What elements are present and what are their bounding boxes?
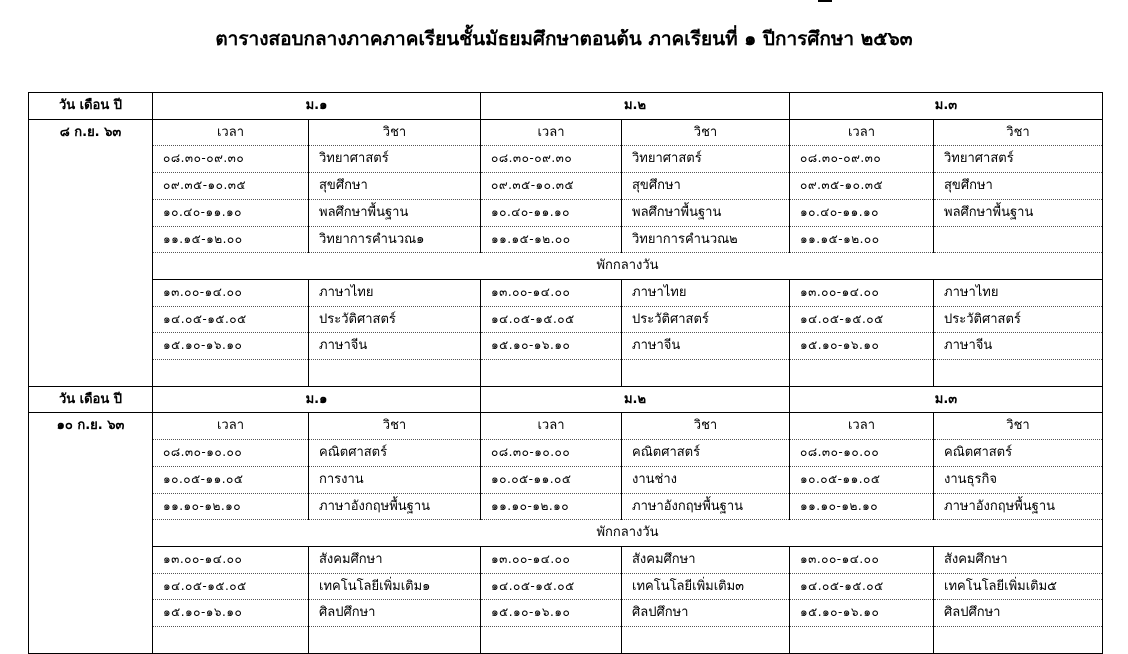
exam-time: ๑๕.๑๐-๑๖.๑๐	[790, 600, 934, 627]
exam-slot-row	[29, 466, 1103, 493]
exam-subject: ศิลปศึกษา	[309, 600, 481, 627]
exam-subject: ประวัติศาสตร์	[934, 306, 1103, 333]
exam-subject: วิทยาศาสตร์	[309, 146, 481, 173]
lunch-break-label: พักกลางวัน	[153, 253, 1103, 280]
exam-subject: สุขศึกษา	[309, 173, 481, 200]
time-column-header: เวลา	[153, 413, 309, 440]
subject-column-header: วิชา	[622, 413, 790, 440]
exam-subject: คณิตศาสตร์	[934, 440, 1103, 467]
exam-slot-row	[29, 573, 1103, 600]
exam-subject	[934, 226, 1103, 253]
exam-subject: เทคโนโลยีเพิ่มเติม๑	[309, 573, 481, 600]
exam-slot-row	[29, 226, 1103, 253]
exam-time: ๐๘.๓๐-๐๙.๓๐	[481, 146, 622, 173]
exam-time: ๑๔.๐๕-๑๕.๐๕	[790, 573, 934, 600]
exam-time: ๑๔.๐๕-๑๕.๐๕	[153, 306, 309, 333]
time-column-header: เวลา	[790, 119, 934, 146]
exam-subject: สังคมศึกษา	[934, 546, 1103, 573]
subject-column-header: วิชา	[934, 119, 1103, 146]
exam-slot-row	[29, 440, 1103, 467]
page-title: ตารางสอบกลางภาคภาคเรียนชั้นมัธยมศึกษาตอนต้น ภาคเรียนที่ ๑ ปีการศึกษา ๒๕๖๓	[215, 28, 913, 50]
subject-column-header: วิชา	[622, 119, 790, 146]
top-edge-mark	[818, 0, 832, 2]
exam-time: ๑๓.๐๐-๑๔.๐๐	[153, 546, 309, 573]
exam-subject	[622, 627, 790, 654]
exam-time	[790, 360, 934, 387]
exam-subject: ภาษาจีน	[934, 333, 1103, 360]
exam-time: ๑๓.๐๐-๑๔.๐๐	[481, 279, 622, 306]
exam-subject: ภาษาอังกฤษพื้นฐาน	[934, 493, 1103, 520]
exam-slot-row	[29, 306, 1103, 333]
exam-time: ๑๑.๑๕-๑๒.๐๐	[790, 226, 934, 253]
exam-date: ๘ ก.ย. ๖๓	[29, 119, 153, 386]
exam-slot-row	[29, 546, 1103, 573]
exam-subject	[622, 360, 790, 387]
exam-time: ๑๑.๑๕-๑๒.๐๐	[153, 226, 309, 253]
exam-subject: ภาษาจีน	[309, 333, 481, 360]
exam-slot-row	[29, 199, 1103, 226]
exam-slot-row	[29, 360, 1103, 387]
time-column-header: เวลา	[481, 413, 622, 440]
exam-time	[481, 627, 622, 654]
exam-time: ๑๕.๑๐-๑๖.๑๐	[481, 600, 622, 627]
exam-subject: การงาน	[309, 466, 481, 493]
grade-header: ม.๓	[790, 386, 1103, 413]
exam-slot-row	[29, 173, 1103, 200]
exam-slot-row	[29, 146, 1103, 173]
exam-time: ๑๓.๐๐-๑๔.๐๐	[153, 279, 309, 306]
grade-header: ม.๒	[481, 93, 790, 120]
exam-subject: ภาษาไทย	[622, 279, 790, 306]
exam-time	[153, 360, 309, 387]
grade-header: ม.๑	[153, 386, 481, 413]
exam-subject: วิทยาการคำนวณ๒	[622, 226, 790, 253]
exam-time: ๑๐.๐๕-๑๑.๐๕	[481, 466, 622, 493]
lunch-break-row	[29, 253, 1103, 280]
exam-subject: ประวัติศาสตร์	[309, 306, 481, 333]
grade-header: ม.๓	[790, 93, 1103, 120]
time-column-header: เวลา	[481, 119, 622, 146]
exam-slot-row	[29, 627, 1103, 654]
exam-time	[153, 627, 309, 654]
exam-time: ๐๙.๓๕-๑๐.๓๕	[153, 173, 309, 200]
exam-slot-row	[29, 493, 1103, 520]
exam-subject: พลศึกษาพื้นฐาน	[622, 199, 790, 226]
exam-subject: วิทยาศาสตร์	[934, 146, 1103, 173]
time-column-header: เวลา	[153, 119, 309, 146]
exam-time	[790, 627, 934, 654]
exam-time: ๐๘.๓๐-๑๐.๐๐	[481, 440, 622, 467]
exam-time: ๐๘.๓๐-๑๐.๐๐	[153, 440, 309, 467]
exam-subject: สุขศึกษา	[934, 173, 1103, 200]
subject-column-header: วิชา	[309, 119, 481, 146]
exam-time: ๑๓.๐๐-๑๔.๐๐	[790, 279, 934, 306]
exam-time: ๐๘.๓๐-๐๙.๓๐	[790, 146, 934, 173]
exam-time: ๑๓.๐๐-๑๔.๐๐	[481, 546, 622, 573]
exam-subject: ภาษาไทย	[934, 279, 1103, 306]
exam-subject	[309, 627, 481, 654]
exam-subject: พลศึกษาพื้นฐาน	[934, 199, 1103, 226]
time-column-header: เวลา	[790, 413, 934, 440]
exam-time: ๑๔.๐๕-๑๕.๐๕	[790, 306, 934, 333]
exam-subject: พลศึกษาพื้นฐาน	[309, 199, 481, 226]
exam-subject: ศิลปศึกษา	[934, 600, 1103, 627]
exam-subject	[934, 627, 1103, 654]
exam-subject: ศิลปศึกษา	[622, 600, 790, 627]
exam-subject	[309, 360, 481, 387]
exam-subject: สังคมศึกษา	[622, 546, 790, 573]
exam-time: ๐๘.๓๐-๐๙.๓๐	[153, 146, 309, 173]
exam-time: ๑๑.๑๕-๑๒.๐๐	[481, 226, 622, 253]
grade-header-row	[29, 386, 1103, 413]
exam-time: ๐๘.๓๐-๑๐.๐๐	[790, 440, 934, 467]
exam-time: ๑๐.๐๕-๑๑.๐๕	[153, 466, 309, 493]
column-header-row	[29, 413, 1103, 440]
exam-time: ๑๕.๑๐-๑๖.๑๐	[481, 333, 622, 360]
exam-time: ๑๕.๑๐-๑๖.๑๐	[790, 333, 934, 360]
lunch-break-label: พักกลางวัน	[153, 520, 1103, 547]
date-column-header: วัน เดือน ปี	[29, 386, 153, 413]
exam-time: ๐๙.๓๕-๑๐.๓๕	[790, 173, 934, 200]
exam-time: ๑๐.๔๐-๑๑.๑๐	[790, 199, 934, 226]
exam-subject: คณิตศาสตร์	[622, 440, 790, 467]
exam-time: ๑๔.๐๕-๑๕.๐๕	[481, 306, 622, 333]
exam-subject: งานธุรกิจ	[934, 466, 1103, 493]
exam-time: ๑๐.๐๕-๑๑.๐๕	[790, 466, 934, 493]
date-column-header: วัน เดือน ปี	[29, 93, 153, 120]
grade-header: ม.๒	[481, 386, 790, 413]
exam-time	[481, 360, 622, 387]
subject-column-header: วิชา	[934, 413, 1103, 440]
exam-subject: วิทยาการคำนวณ๑	[309, 226, 481, 253]
exam-subject: ภาษาจีน	[622, 333, 790, 360]
exam-subject: วิทยาศาสตร์	[622, 146, 790, 173]
exam-time: ๑๕.๑๐-๑๖.๑๐	[153, 333, 309, 360]
exam-subject: ภาษาอังกฤษพื้นฐาน	[622, 493, 790, 520]
exam-subject: ภาษาอังกฤษพื้นฐาน	[309, 493, 481, 520]
exam-time: ๑๔.๐๕-๑๕.๐๕	[481, 573, 622, 600]
exam-subject: สังคมศึกษา	[309, 546, 481, 573]
exam-subject	[934, 360, 1103, 387]
exam-time: ๑๓.๐๐-๑๔.๐๐	[790, 546, 934, 573]
exam-time: ๑๐.๔๐-๑๑.๑๐	[153, 199, 309, 226]
exam-schedule-table	[28, 92, 1103, 654]
exam-subject: ประวัติศาสตร์	[622, 306, 790, 333]
exam-time: ๑๔.๐๕-๑๕.๐๕	[153, 573, 309, 600]
grade-header: ม.๑	[153, 93, 481, 120]
exam-time: ๑๑.๑๐-๑๒.๑๐	[481, 493, 622, 520]
exam-slot-row	[29, 600, 1103, 627]
exam-time: ๑๑.๑๐-๑๒.๑๐	[790, 493, 934, 520]
exam-slot-row	[29, 333, 1103, 360]
exam-time: ๑๑.๑๐-๑๒.๑๐	[153, 493, 309, 520]
exam-time: ๐๙.๓๕-๑๐.๓๕	[481, 173, 622, 200]
exam-time: ๑๐.๔๐-๑๑.๑๐	[481, 199, 622, 226]
schedule-body	[29, 93, 1103, 654]
exam-subject: เทคโนโลยีเพิ่มเติม๓	[622, 573, 790, 600]
column-header-row	[29, 119, 1103, 146]
exam-date: ๑๐ ก.ย. ๖๓	[29, 413, 153, 653]
exam-subject: คณิตศาสตร์	[309, 440, 481, 467]
exam-subject: สุขศึกษา	[622, 173, 790, 200]
subject-column-header: วิชา	[309, 413, 481, 440]
exam-subject: เทคโนโลยีเพิ่มเติม๕	[934, 573, 1103, 600]
grade-header-row	[29, 93, 1103, 120]
exam-subject: ภาษาไทย	[309, 279, 481, 306]
exam-subject: งานช่าง	[622, 466, 790, 493]
lunch-break-row	[29, 520, 1103, 547]
exam-time: ๑๕.๑๐-๑๖.๑๐	[153, 600, 309, 627]
exam-slot-row	[29, 279, 1103, 306]
